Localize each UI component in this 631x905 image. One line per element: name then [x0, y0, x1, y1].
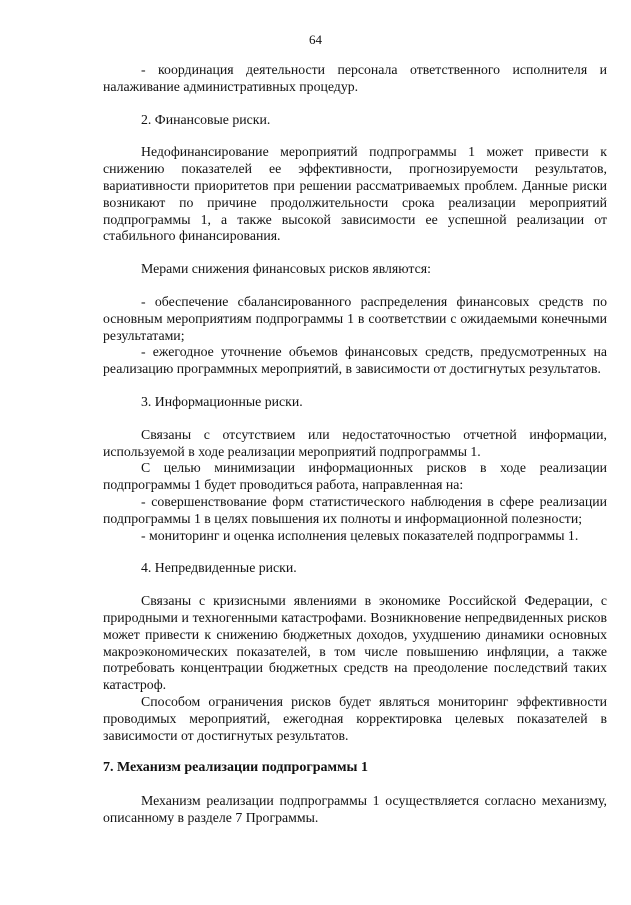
bullet-annual-refinement: - ежегодное уточнение объемов финансовых средств, предусмотренных на реализацию программных мероприятий, в зависимости от достигнутых результатов.	[103, 344, 607, 377]
paragraph-risk-limitation: Способом ограничения рисков будет являться мониторинг эффективности проводимых мероприятий, ежегодная корректировка целевых показателей в зависимости от достигнутых результатов.	[103, 693, 607, 743]
bullet-balanced-distribution: - обеспечение сбалансированного распределения финансовых средств по основным мероприятиям подпрограммы 1 в соответствии с ожидаемыми конечными результатами;	[103, 293, 607, 343]
bullet-coordination: - координация деятельности персонала ответственного исполнителя и налаживание административных процедур.	[103, 62, 607, 94]
paragraph-underfunding: Недофинансирование мероприятий подпрограммы 1 может привести к снижению показателей ее эффективности, прогнозируемости результатов, вариативности приоритетов при решении рассматриваемых проблем. Данные риски возникают по причине продолжительности срока реализации мероприятий подпрограммы 1, а также высокой зависимости ее успешной реализации от стабильного финансирования.	[103, 144, 607, 244]
heading-information-risks: 3. Информационные риски.	[141, 393, 303, 409]
heading-financial-risks: 2. Финансовые риски.	[141, 111, 271, 127]
paragraph-financial-measures-intro: Мерами снижения финансовых рисков являются:	[141, 261, 431, 277]
paragraph-info-risks-cause: Связаны с отсутствием или недостаточностью отчетной информации, используемой в ходе реализации мероприятий подпрограммы 1.	[103, 426, 607, 459]
paragraph-info-risks-minimization: С целью минимизации информационных рисков в ходе реализации подпрограммы 1 будет проводиться работа, направленная на:	[103, 460, 607, 493]
page-number: 64	[309, 32, 322, 47]
paragraph-mechanism: Механизм реализации подпрограммы 1 осуществляется согласно механизму, описанному в разделе 7 Программы.	[103, 793, 607, 825]
bullet-statistics-improvement: - совершенствование форм статистического наблюдения в сфере реализации подпрограммы 1 в целях повышения их полноты и информационной полезности;	[103, 493, 607, 526]
paragraph-crisis-phenomena: Связаны с кризисными явлениями в экономике Российской Федерации, с природными и техногенными катастрофами. Возникновение непредвиденных рисков может привести к снижению бюджетных доходов, ухудшению динамики основных макроэкономических показателей, в том числе повышению инфляции, а также потребовать концентрации бюджетных средств на преодоление последствий таких катастроф.	[103, 593, 607, 693]
section-title-mechanism: 7. Механизм реализации подпрограммы 1	[103, 760, 368, 776]
heading-unforeseen-risks: 4. Непредвиденные риски.	[141, 560, 297, 576]
bullet-indicator-monitoring: - мониторинг и оценка исполнения целевых показателей подпрограммы 1.	[141, 527, 579, 543]
document-body	[103, 62, 607, 827]
